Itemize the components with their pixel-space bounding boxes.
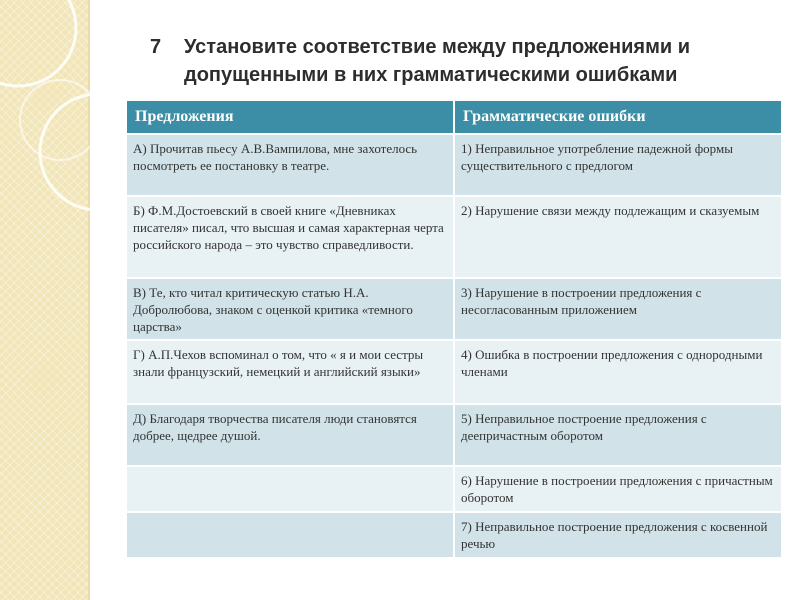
- error-cell: 3) Нарушение в построении предложения с несогласованным приложением: [454, 278, 782, 340]
- error-cell: 7) Неправильное построение предложения с косвенной речью: [454, 512, 782, 558]
- sentence-cell: [126, 512, 454, 558]
- header-errors: Грамматические ошибки: [454, 100, 782, 134]
- slide-title: [150, 33, 770, 89]
- sentence-cell: Г) А.П.Чехов вспоминал о том, что « я и мои сестры знали французский, немецкий и английский языки»: [126, 340, 454, 404]
- error-cell: 6) Нарушение в построении предложения с причастным оборотом: [454, 466, 782, 512]
- error-cell: 1) Неправильное употребление падежной формы существительного с предлогом: [454, 134, 782, 196]
- table-row: [126, 196, 782, 278]
- table-row: [126, 278, 782, 340]
- table-row: [126, 404, 782, 466]
- table-header-row: [126, 100, 782, 134]
- sentence-cell: А) Прочитав пьесу А.В.Вампилова, мне захотелось посмотреть ее постановку в театре.: [126, 134, 454, 196]
- header-sentences: Предложения: [126, 100, 454, 134]
- error-cell: 4) Ошибка в построении предложения с однородными членами: [454, 340, 782, 404]
- title-line-1: Установите соответствие между предложениями и: [184, 36, 691, 58]
- matching-table: [125, 99, 783, 559]
- table-row: [126, 340, 782, 404]
- table-row: [126, 134, 782, 196]
- sentence-cell: Б) Ф.М.Достоевский в своей книге «Дневниках писателя» писал, что высшая и самая характерная черта российского народа – это чувство справедливости.: [126, 196, 454, 278]
- table-row: [126, 466, 782, 512]
- sentence-cell: [126, 466, 454, 512]
- table-row: [126, 512, 782, 558]
- task-number: 7: [150, 36, 162, 58]
- sentence-cell: В) Те, кто читал критическую статью Н.А. Добролюбова, знаком с оценкой критика «темного царства»: [126, 278, 454, 340]
- error-cell: 2) Нарушение связи между подлежащим и сказуемым: [454, 196, 782, 278]
- title-line-2: допущенными в них грамматическими ошибками: [184, 64, 678, 86]
- error-cell: 5) Неправильное построение предложения с деепричастным оборотом: [454, 404, 782, 466]
- decorative-circles: [0, 0, 140, 240]
- sentence-cell: Д) Благодаря творчества писателя люди становятся добрее, щедрее душой.: [126, 404, 454, 466]
